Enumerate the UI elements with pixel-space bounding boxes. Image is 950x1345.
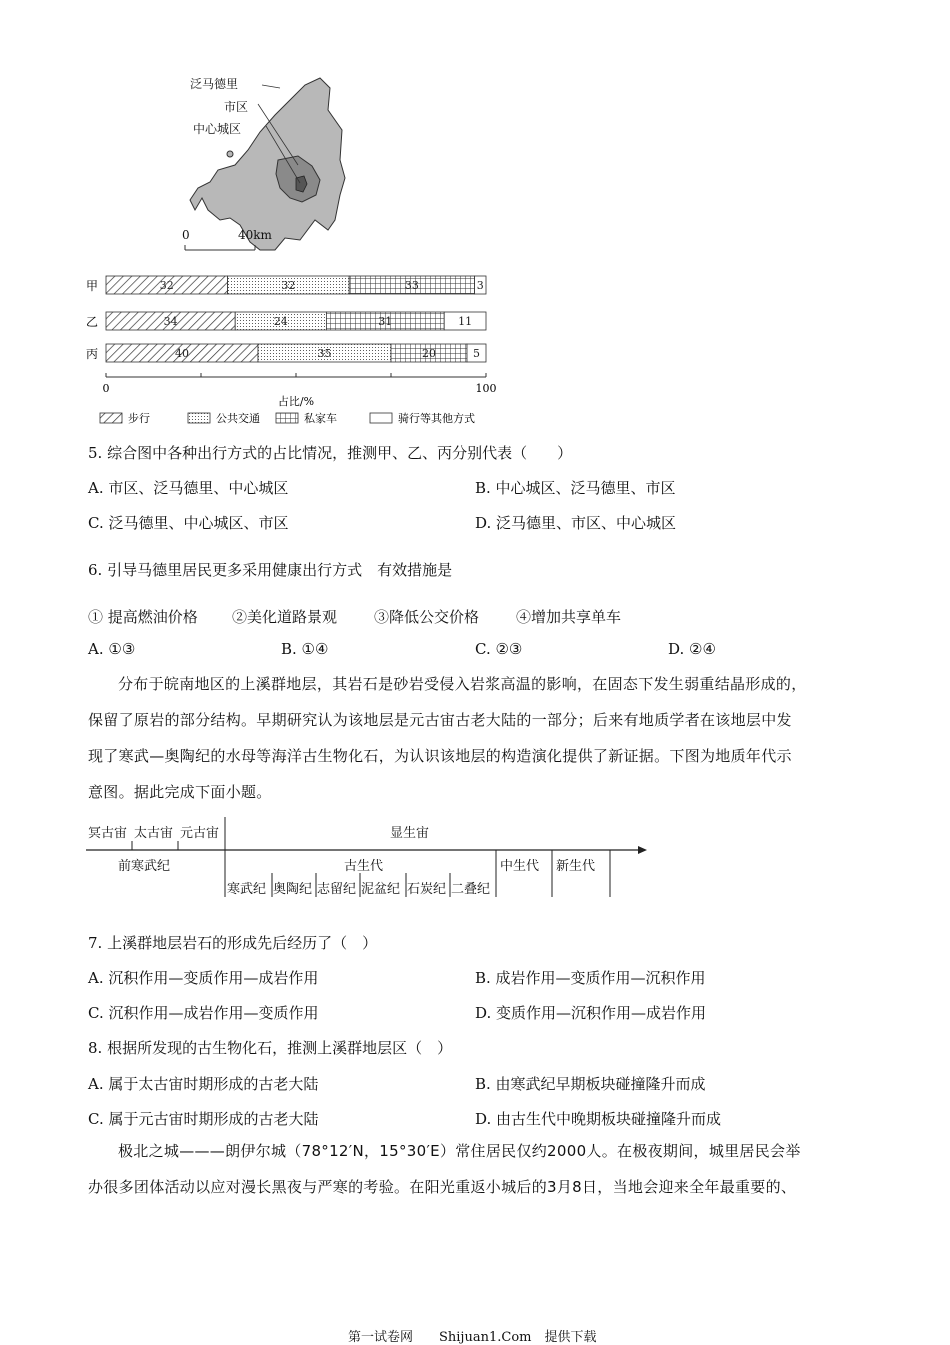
chart-legend: [100, 411, 475, 425]
q6-option-a[interactable]: A. ①③: [88, 640, 136, 658]
bar-value-2-1: 35: [317, 347, 332, 360]
period-permian: 二叠纪: [451, 882, 491, 897]
travel-mode-bar-chart: [80, 268, 520, 430]
fanmadrid-region: [190, 78, 345, 250]
period-ordovician: 奥陶纪: [273, 882, 313, 897]
q6-option-c[interactable]: C. ②③: [475, 640, 523, 658]
passage-longyearbyen-line1: 极北之城———朗伊尔城（78°12′N，15°30′E）常住居民仅约2000人。在极夜期间，城里居民会举: [118, 1142, 801, 1160]
legend-swatch-3: [370, 413, 392, 423]
passage-geology-line3: 现了寒武—奥陶纪的水母等海洋古生物化石，为认识该地层的构造演化提供了新证据。下图为地质年代示: [88, 747, 792, 765]
period-carboniferous: 石炭纪: [407, 882, 447, 897]
bar-value-1-1: 24: [273, 315, 288, 328]
bar-value-1-0: 34: [163, 315, 178, 328]
map-label-center: 中心城区: [193, 122, 242, 136]
bar-value-0-3: 3: [476, 279, 484, 292]
q5-option-a[interactable]: A. 市区、泛马德里、中心城区: [88, 479, 289, 497]
legend-label-2: 私家车: [304, 412, 337, 425]
eon-proterozoic: 元古宙: [180, 826, 220, 841]
bar-group: [86, 276, 486, 362]
legend-label-1: 公共交通: [216, 412, 260, 425]
legend-swatch-0: [100, 413, 122, 423]
timeline-arrow: [638, 846, 647, 854]
q6-statement-4: ④增加共享单车: [516, 608, 622, 626]
era-mesozoic: 中生代: [500, 859, 540, 874]
map-scale-distance: 40km: [238, 228, 272, 242]
bar-value-0-1: 32: [281, 279, 296, 292]
era-cenozoic: 新生代: [556, 859, 596, 874]
legend-label-0: 步行: [128, 412, 150, 425]
era-paleozoic: 古生代: [344, 859, 384, 874]
category-label-1: 乙: [86, 315, 99, 329]
madrid-map: [180, 70, 370, 265]
q8-stem: 8. 根据所发现的古生物化石，推测上溪群地层区（ ）: [88, 1039, 453, 1057]
q6-statement-1: ① 提高燃油价格: [88, 608, 198, 626]
q5-option-c[interactable]: C. 泛马德里、中心城区、市区: [88, 514, 289, 532]
bar-value-2-3: 5: [473, 347, 480, 360]
passage-longyearbyen-line2: 办很多团体活动以应对漫长黑夜与严寒的考验。在阳光重返小城后的3月8日，当地会迎来全年最重要的、: [88, 1178, 797, 1196]
passage-geology-line4: 意图。据此完成下面小题。: [88, 783, 272, 801]
map-label-fanmadrid: 泛马德里: [190, 77, 239, 91]
q7-option-d[interactable]: D. 变质作用—沉积作用—成岩作用: [475, 1004, 707, 1022]
q8-option-b[interactable]: B. 由寒武纪早期板块碰撞隆升而成: [475, 1075, 706, 1093]
period-devonian: 泥盆纪: [361, 882, 401, 897]
eon-archean: 太古宙: [134, 826, 174, 841]
q5-option-d[interactable]: D. 泛马德里、市区、中心城区: [475, 514, 677, 532]
legend-label-3: 骑行等其他方式: [398, 412, 475, 425]
bar-value-1-3: 11: [458, 315, 473, 328]
q6-statement-2: ②美化道路景观: [232, 608, 338, 626]
legend-swatch-1: [188, 413, 210, 423]
leader-fanmadrid: [262, 85, 280, 88]
page-footer: 第一试卷网 Shijuan1.Com 提供下载: [348, 1330, 597, 1345]
q5-stem: 5. 综合图中各种出行方式的占比情况，推测甲、乙、丙分别代表（ ）: [88, 444, 573, 462]
passage-longyearbyen: [88, 1133, 868, 1205]
category-label-0: 甲: [86, 279, 99, 293]
category-label-2: 丙: [86, 347, 99, 361]
q5-option-b[interactable]: B. 中心城区、泛马德里、市区: [475, 479, 676, 497]
bar-value-2-2: 20: [422, 347, 436, 360]
q7-option-c[interactable]: C. 沉积作用—成岩作用—变质作用: [88, 1004, 319, 1022]
q8-option-d[interactable]: D. 由古生代中晚期板块碰撞隆升而成: [475, 1110, 722, 1128]
bar-value-2-0: 40: [175, 347, 189, 360]
period-silurian: 志留纪: [317, 882, 357, 897]
bar-value-1-2: 31: [378, 315, 393, 328]
q7-option-b[interactable]: B. 成岩作用—变质作用—沉积作用: [475, 969, 706, 987]
passage-geology-line2: 保留了原岩的部分结构。早期研究认为该地层是元古宙古老大陆的一部分；后来有地质学者在该地层中发: [88, 711, 792, 729]
map-scale-zero: 0: [182, 228, 190, 242]
x-axis-label: 占比/%: [277, 395, 315, 408]
passage-geology: [88, 666, 868, 810]
q6-stem: 6. 引导马德里居民更多采用健康出行方式 有效措施是: [88, 561, 453, 579]
q6-option-b[interactable]: B. ①④: [281, 640, 329, 658]
island-dot: [227, 151, 233, 157]
x-tick-label-0: 0: [102, 382, 110, 395]
q7-option-a[interactable]: A. 沉积作用—变质作用—成岩作用: [88, 969, 319, 987]
q6-option-d[interactable]: D. ②④: [668, 640, 716, 658]
period-cambrian: 寒武纪: [227, 882, 267, 897]
q7-stem: 7. 上溪群地层岩石的形成先后经历了（ ）: [88, 934, 378, 952]
legend-swatch-2: [276, 413, 298, 423]
x-tick-label-100: 100: [475, 382, 497, 395]
q8-option-c[interactable]: C. 属于元古宙时期形成的古老大陆: [88, 1110, 319, 1128]
bar-value-0-0: 32: [159, 279, 174, 292]
precambrian-label: 前寒武纪: [118, 859, 171, 874]
passage-geology-line1: 分布于皖南地区的上溪群地层，其岩石是砂岩受侵入岩浆高温的影响，在固态下发生弱重结晶形成的，: [118, 675, 807, 693]
q8-option-a[interactable]: A. 属于太古宙时期形成的古老大陆: [88, 1075, 319, 1093]
map-label-city: 市区: [224, 100, 249, 114]
eon-hadean: 冥古宙: [88, 826, 128, 841]
eon-phanerozoic: 显生宙: [390, 826, 430, 841]
bar-value-0-2: 33: [404, 279, 419, 292]
q6-statement-3: ③降低公交价格: [374, 608, 480, 626]
